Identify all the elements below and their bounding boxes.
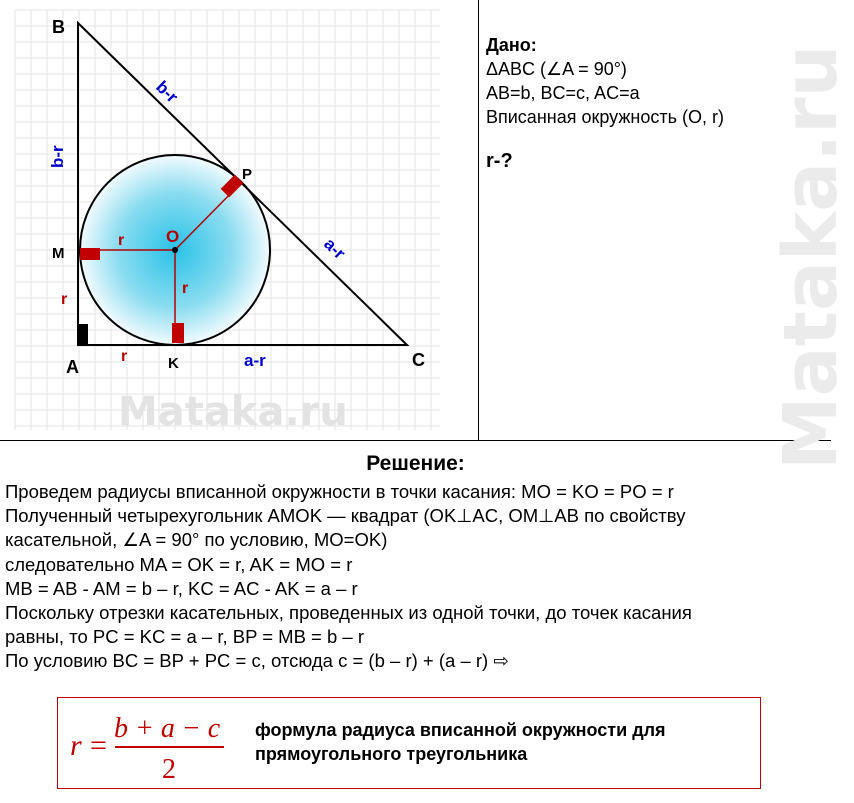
label-c: C — [412, 350, 425, 370]
question: r-? — [486, 150, 513, 172]
label-ak: r — [121, 348, 128, 365]
label-p: P — [242, 166, 253, 183]
label-kc: a-r — [244, 351, 266, 370]
label-bp: b-r — [152, 77, 182, 107]
label-am: r — [61, 291, 68, 308]
formula-lhs: r — [70, 729, 82, 762]
label-k: K — [168, 355, 179, 372]
right-angle-marker-m — [80, 248, 100, 260]
label-pc: a-r — [320, 234, 350, 263]
formula-denominator: 2 — [162, 754, 176, 785]
solution-line: следовательно MA = OK = r, AK = MO = r — [5, 553, 353, 575]
given-panel — [486, 33, 724, 173]
label-ok: r — [182, 280, 189, 297]
given-line-2: AB=b, BC=c, AC=a — [486, 83, 640, 103]
formula — [58, 698, 248, 788]
solution-text — [5, 480, 827, 674]
solution-line: равны, то PC = KC = a – r, BP = MB = b – r — [5, 626, 365, 648]
triangle-figure — [0, 0, 478, 440]
given-line-1: ΔABC (∠A = 90°) — [486, 59, 627, 79]
center-point — [172, 247, 178, 253]
label-b: B — [52, 17, 65, 37]
solution-line: касательной, ∠A = 90° по условию, MO=OK) — [5, 529, 388, 551]
solution-line: По условию BC = BP + PC = c, отсюда c = (b – r) + (a – r) ⇨ — [5, 650, 509, 672]
solution-line: MB = AB - AM = b – r, KC = AC - AK = a – r — [5, 577, 358, 599]
formula-description — [255, 718, 666, 766]
label-o: O — [166, 227, 180, 246]
label-m: M — [52, 245, 65, 262]
label-a: A — [66, 357, 79, 377]
label-ab-upper: b-r — [48, 145, 67, 168]
solution-line: Проведем радиусы вписанной окружности в точки касания: MO = KO = PO = r — [5, 481, 674, 502]
formula-description-line-1: формула радиуса вписанной окружности для — [255, 720, 666, 740]
label-mo: r — [118, 232, 125, 249]
divider-vertical — [478, 0, 479, 440]
solution-title: Решение: — [366, 452, 465, 475]
right-angle-marker-a — [78, 324, 88, 345]
given-title: Дано: — [486, 35, 537, 55]
formula-equals: = — [90, 729, 107, 762]
solution-line: Поскольку отрезки касательных, проведенных из одной точки, до точек касания — [5, 602, 692, 624]
given-line-3: Вписанная окружность (O, r) — [486, 107, 724, 127]
divider-horizontal — [0, 440, 831, 441]
formula-numerator: b + a − c — [114, 713, 221, 744]
formula-description-line-2: прямоугольного треугольника — [255, 744, 528, 764]
figure-watermark: Mataka.ru — [118, 389, 348, 435]
formula-box — [57, 697, 761, 789]
side-watermark: Mataka.ru — [768, 44, 854, 470]
solution-line: Полученный четырехугольник AMOK — квадрат (OK⊥AC, OM⊥AB по свойству — [5, 505, 686, 527]
right-angle-marker-k — [172, 323, 184, 343]
